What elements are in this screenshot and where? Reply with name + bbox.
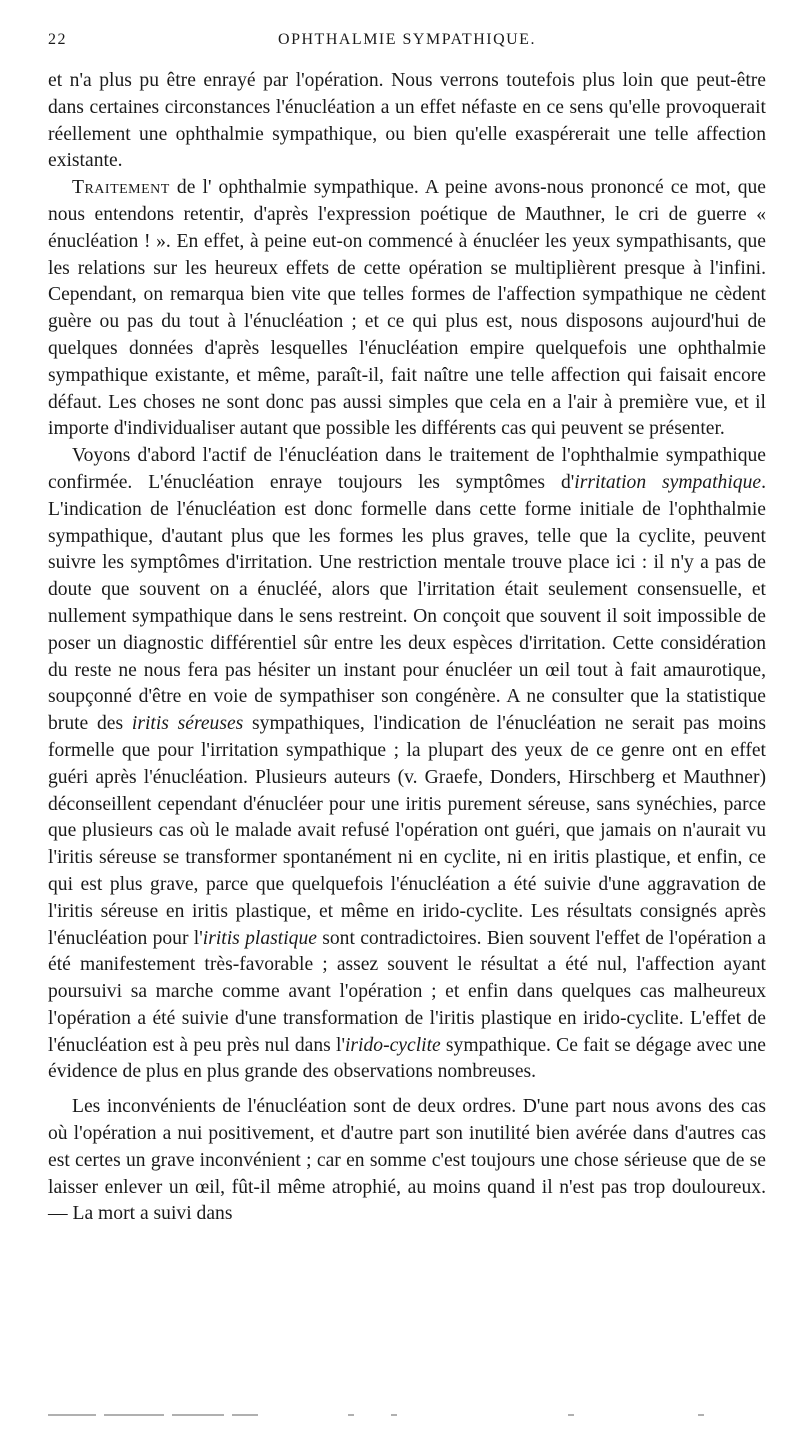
italic-term: irritation sympathique — [574, 471, 762, 493]
section-heading: Traitement — [72, 177, 170, 199]
italic-term: irido-cyclite — [344, 1034, 441, 1056]
running-title: OPHTHALMIE SYMPATHIQUE. — [278, 31, 536, 48]
paragraph-continuation: et n'a plus pu être enrayé par l'opération. Nous verrons toutefois plus loin que peut-être dans certaines circonstances l'énucléation a un effet néfaste en ce sens qu'elle provoquerait réellement une ophthalmie sympathique, ou bien qu'elle exaspérerait une telle affection existante. — [48, 70, 766, 172]
faint-mark — [348, 1414, 354, 1416]
faint-mark — [104, 1414, 164, 1416]
body-text — [48, 68, 766, 1228]
text-run: sympathique. Ce fait se dégage avec une évidence de plus en plus grande des observations nombreuses. — [48, 1034, 766, 1083]
text-run: sont contradictoires. Bien souvent l'effet de l'opération a été manifestement très-favorable ; assez souvent le résultat a été nul, l'affection ayant poursuivi sa marche comme avant l'opération ; et enfin dans quelques cas malheureux l'opération a été suivie d'une transformation de l'iritis plastique en irido-cyclite. L'effet de l'énucléation est à peu près nul dans l' — [48, 927, 766, 1056]
text-run: . L'indication de l'énucléation est donc formelle dans cette forme initiale de l'ophthalmie sympathique, d'autant plus que les formes les plus graves, telle que la cyclite, peuvent suivre les symptômes d'irritation. Une restriction mentale trouve place ici : il n'y a pas de doute que souvent on a énucléé, alors que l'irritation était seulement consensuelle, et nullement sympathique dans le sens restreint. On conçoit que souvent il soit impossible de poser un diagnostic différentiel sûr entre les deux espèces d'irritation. Cette considération du reste ne nous fera pas hésiter un instant pour énucléer un œil tout à fait amaurotique, soupçonné d'être en voie de sympathiser son congénère. A ne consulter que la statistique brute des — [48, 471, 766, 735]
italic-term: iritis séreuses — [131, 713, 244, 735]
paragraph-inconvenients: Les inconvénients de l'énucléation sont de deux ordres. D'une part nous avons des cas où l'opération a nui positivement, et d'autre part son inutilité bien avérée dans d'autres cas est certes un grave inconvénient ; car en somme c'est toujours une chose sérieuse que de se laisser enlever un œil, fût-il même atrophié, au moins quand il n'est pas trop douloureux. — La mort a suivi dans — [48, 1096, 766, 1225]
faint-mark — [568, 1414, 574, 1416]
text-run: sympathiques, l'indication de l'énucléation ne serait pas moins formelle que pour l'irritation sympathique ; la plupart des yeux de ce genre ont en effet guéri après l'énucléation. Plusieurs auteurs (v. Graefe, Donders, Hirschberg et Mauthner) déconseillent cependant d'énucléer pour une iritis purement séreuse, sans synéchies, parce que plusieurs cas où le malade avait refusé l'opération ont guéri, que jamais on n'aurait vu l'iritis séreuse se transformer spontanément ni en cyclite, ni en iritis plastique, et enfin, ce qui est plus grave, parce que quelquefois l'énucléation a été suivie d'une aggravation de l'iritis séreuse en iritis plastique, et même en irido-cyclite. Les résultats consignés après l'énucléation pour l' — [48, 713, 766, 949]
page-number: 22 — [48, 31, 67, 48]
faint-mark — [698, 1414, 704, 1416]
paragraph-text: de l' ophthalmie sympathique. A peine avons-nous prononcé ce mot, que nous entendons retentir, d'après l'expression poétique de Mauthner, le cri de guerre « énucléation ! ». En effet, à peine eut-on commencé à énucléer les yeux sympathisants, que les relations sur les heureux effets de cette opération se multiplièrent presque à l'infini. Cependant, on remarqua bien vite que telles formes de l'affection sympathique ne cèdent guère ou pas du tout à l'énucléation ; et ce qui plus est, nous disposons aujourd'hui de quelques données d'après lesquelles l'énucléation empire quelquefois une ophthalmie sympathique existante, et même, paraît-il, fait naître une telle affection qui faisait encore défaut. Les choses ne sont donc pas aussi simples que cela en a l'air à première vue, et il importe d'individualiser autant que possible les différents cas qui peuvent se présenter. — [48, 177, 766, 440]
faint-mark — [48, 1414, 96, 1416]
italic-term: iritis plastique — [202, 927, 317, 949]
paragraph-treatment — [48, 175, 766, 443]
text-run: Voyons d'abord l'actif de l'énucléation dans le traitement de l'ophthalmie sympathique confirmée. L'énucléation enraye toujours les symptômes d' — [48, 445, 766, 493]
bleed-through-marks — [48, 1412, 766, 1418]
faint-mark — [172, 1414, 224, 1416]
paragraph-active-enucleation — [48, 443, 766, 1086]
faint-mark — [391, 1414, 397, 1416]
page-header — [48, 28, 766, 52]
faint-mark — [232, 1414, 258, 1416]
